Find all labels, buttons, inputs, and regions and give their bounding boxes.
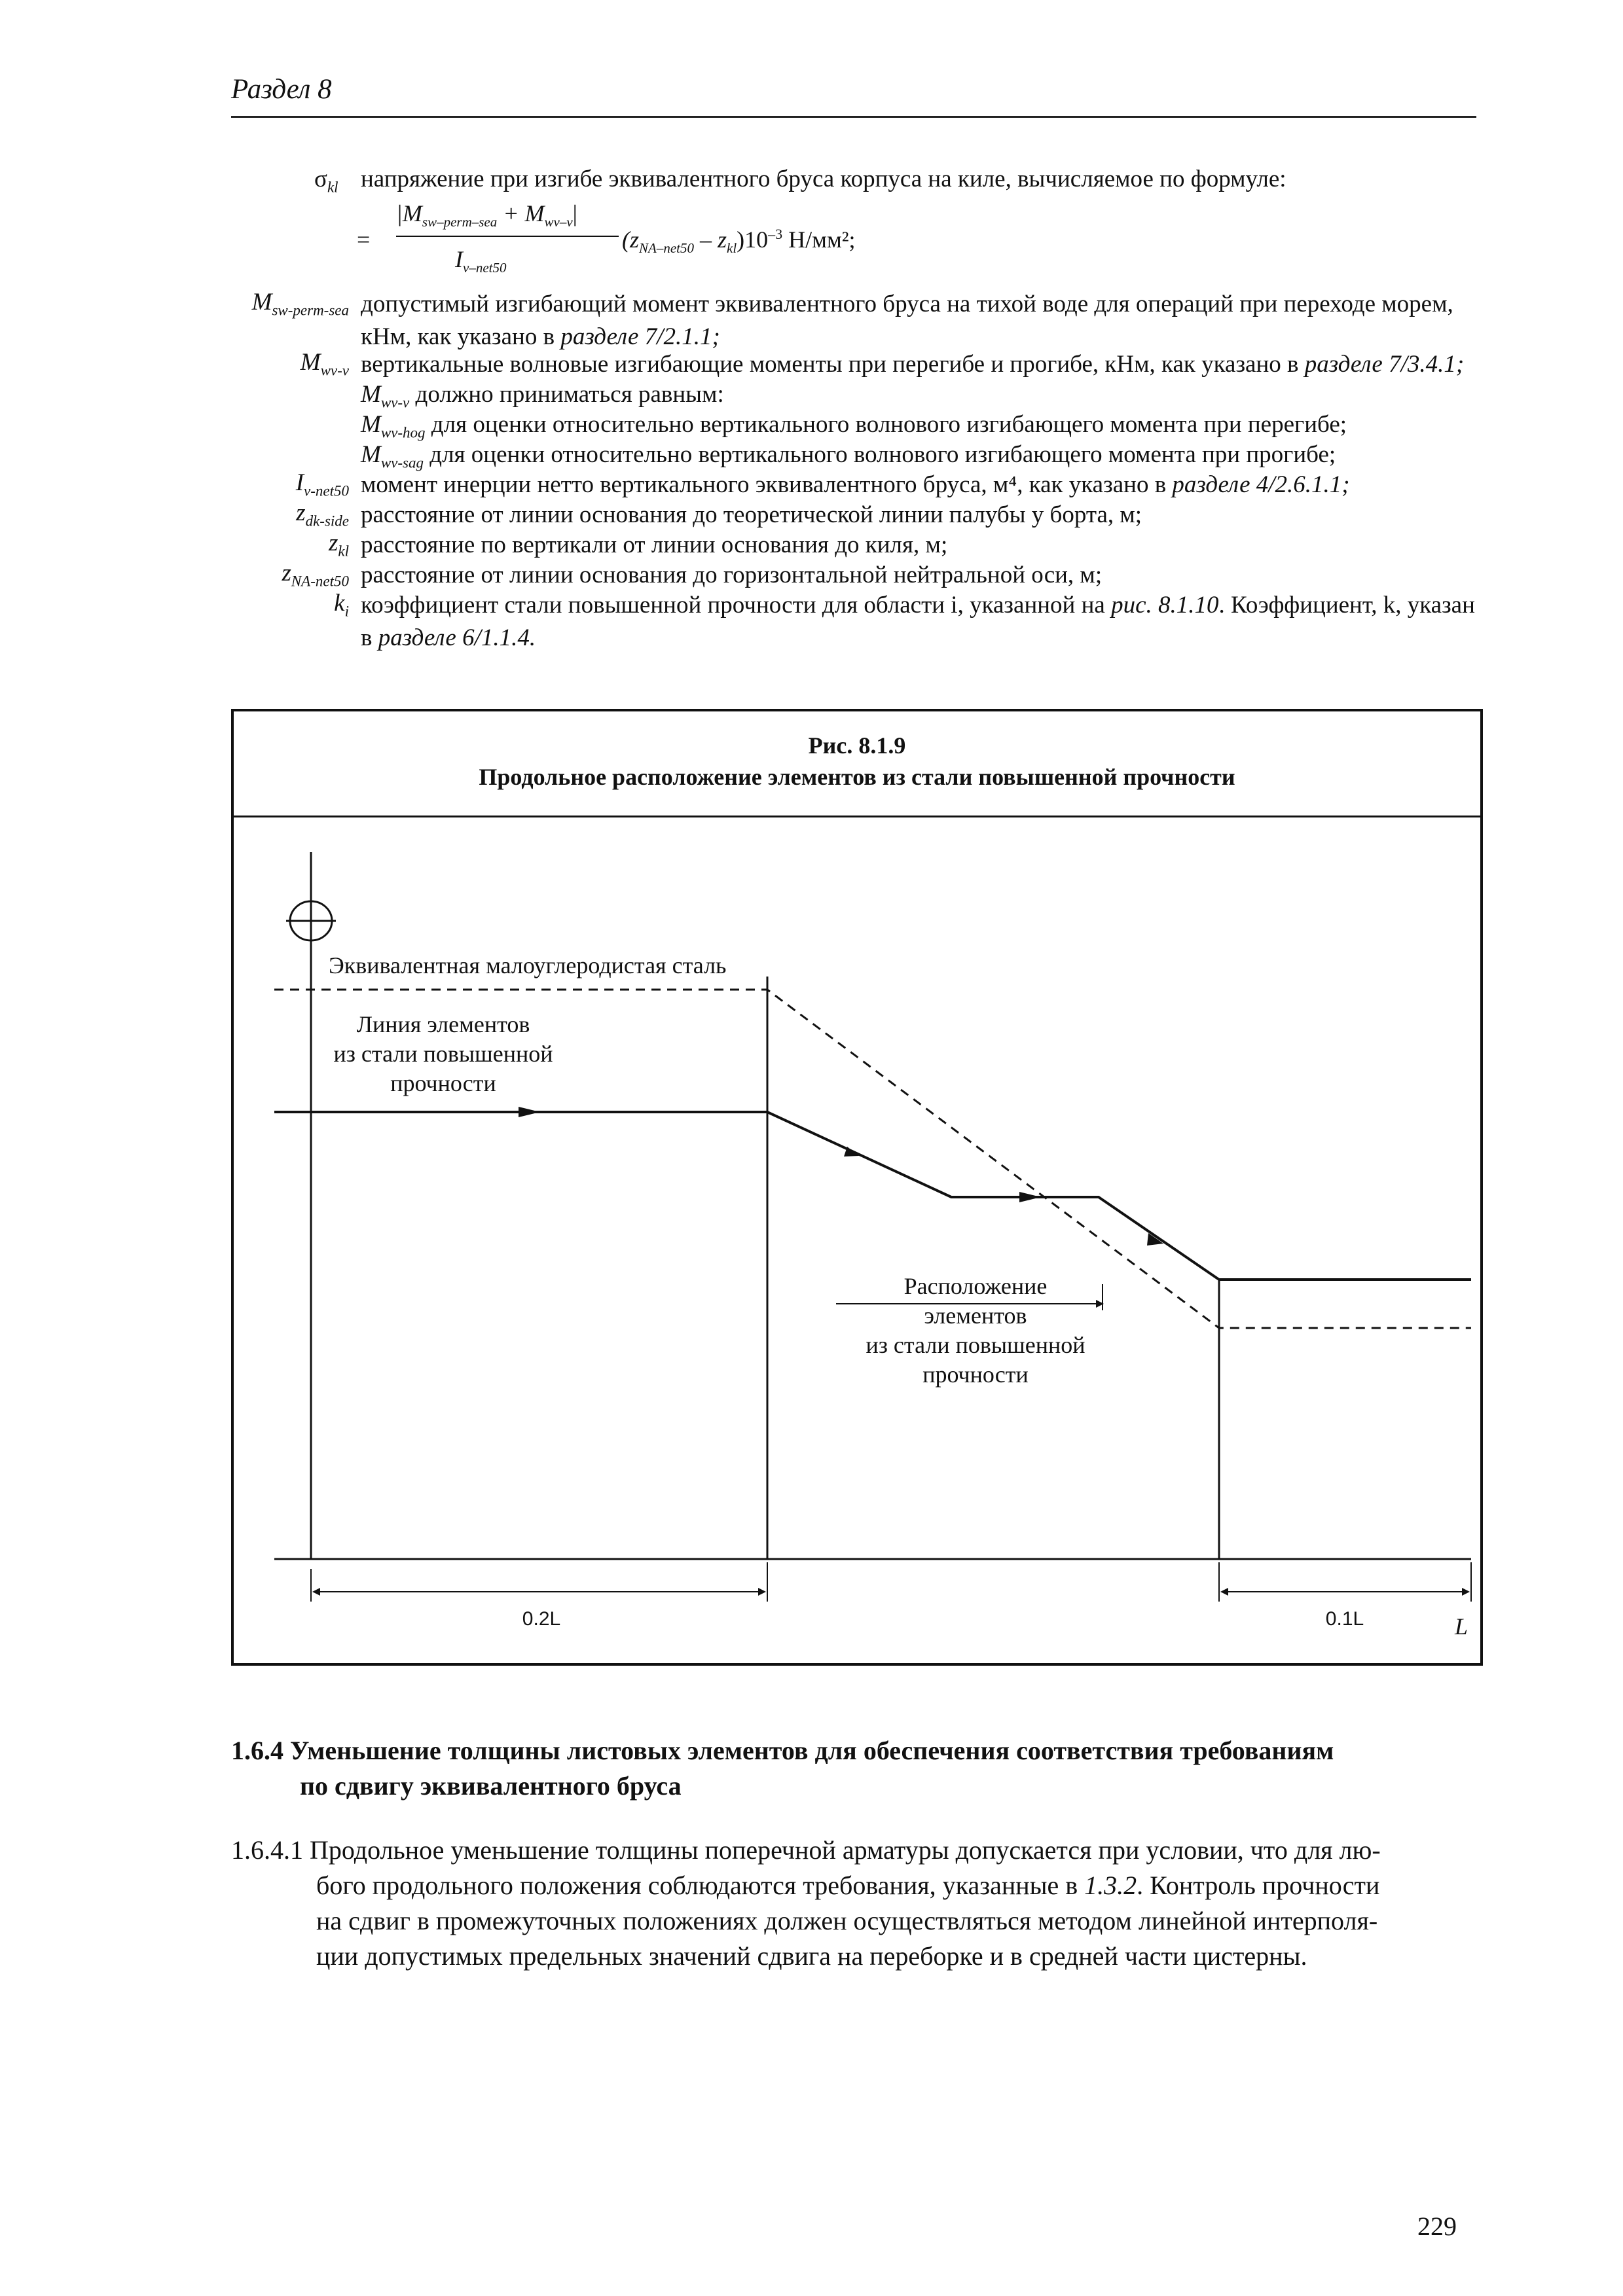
- arrow-icon: [519, 1107, 540, 1117]
- definition-symbol: $I_{v-net50}$: [295, 469, 349, 499]
- definition-text: расстояние от линии основания до горизонтальной нейтральной оси, м;: [361, 562, 1103, 588]
- figure-8-1-9: [231, 709, 1483, 1666]
- formula-factor: $(z_{NA-net50} - z_{kl})10^{-3}$ Н/мм²;: [622, 226, 856, 257]
- section-header: Раздел 8: [231, 74, 332, 105]
- sigma-symbol: $\sigma_{kl}$: [314, 166, 338, 196]
- hts-line-label: прочности: [390, 1070, 496, 1096]
- figure-number: Рис. 8.1.9: [808, 732, 906, 759]
- location-label: элементов: [924, 1302, 1027, 1329]
- hts-line-label: Линия элементов: [356, 1011, 530, 1037]
- definition-symbol: $M_{sw-perm-sea}$: [251, 289, 349, 319]
- section-title: 1.6.4 Уменьшение толщины листовых элементов для обеспечения соответствия требованиям по сдвигу эквивалентного бруса: [231, 1736, 1334, 1801]
- header-rule: [231, 116, 1476, 118]
- definition-text: вертикальные волновые изгибающие моменты при перегибе и прогибе, кНм, как указано в разделе 7/3.4.1;: [361, 351, 1465, 378]
- definition-symbol: $z_{dk-side}$: [296, 499, 349, 529]
- formula-denominator: $I_{v-net50}$: [455, 246, 507, 276]
- sigma-description: напряжение при изгибе эквивалентного бруса корпуса на киле, вычисляемое по формуле:: [361, 166, 1286, 192]
- location-label: Расположение: [903, 1273, 1048, 1299]
- definition-text: $M_{wv-sag}$ для оценки относительно вертикального волнового изгибающего момента при прогибе;: [361, 441, 1336, 471]
- paragraph-1-6-4-1: 1.6.4.1 Продольное уменьшение толщины поперечной арматуры допускается при условии, что для лю- бого продольного положения соблюдаются требования, указанные в 1.3.2. Контроль прочности на сдвиг в промежуточных положениях должен осуществляться методом линейной интерполя- ции допустимых предельных значений сдвига на переборке и в средней части цистерны.: [231, 1835, 1381, 1971]
- definition-text: расстояние от линии основания до теоретической линии палубы у борта, м;: [361, 501, 1142, 528]
- definition-symbol: $z_{NA-net50}$: [282, 560, 349, 590]
- dim-label-0-1L: 0.1L: [1325, 1608, 1364, 1630]
- definition-text: момент инерции нетто вертикального эквивалентного бруса, м⁴, как указано в разделе 4/2.6.1.1;: [361, 471, 1350, 498]
- definition-symbol: $M_{wv-v}$: [300, 349, 349, 379]
- definition-text: $M_{wv-hog}$ для оценки относительно вертикального волнового изгибающего момента при перегибе;: [361, 411, 1347, 441]
- midship-symbol-icon: [286, 901, 336, 941]
- figure-caption: Продольное расположение элементов из стали повышенной прочности: [479, 764, 1235, 790]
- hts-line-label: из стали повышенной: [333, 1041, 553, 1067]
- definition-text: расстояние по вертикали от линии основания до киля, м;: [361, 531, 948, 558]
- page-number: 229: [1417, 2212, 1457, 2241]
- fraction-bar: [396, 236, 619, 237]
- dim-label-0-2L: 0.2L: [522, 1608, 561, 1630]
- hts-line: [274, 1112, 1471, 1280]
- location-label: из стали повышенной: [866, 1332, 1085, 1358]
- arrow-icon: [1019, 1192, 1041, 1202]
- formula-numerator: $|M_{sw-perm-sea} + M_{wv-v}|$: [396, 200, 577, 230]
- hts-diagram: [234, 711, 1480, 1663]
- definition-text: $M_{wv-v}$ должно приниматься равным:: [361, 381, 724, 411]
- mild-steel-label: Эквивалентная малоуглеродистая сталь: [329, 952, 727, 978]
- definition-symbol: $z_{kl}$: [328, 529, 349, 560]
- definition-symbol: $k_i$: [334, 590, 349, 620]
- location-label: прочности: [922, 1361, 1029, 1388]
- definition-text: допустимый изгибающий момент эквивалентного бруса на тихой воде для операций при переходе морем, кНм, как указано в разделе 7/2.1.1;: [361, 291, 1453, 350]
- definition-text: коэффициент стали повышенной прочности для области i, указанной на рис. 8.1.10. Коэффициент, k, указан в разделе 6/1.1.4.: [361, 592, 1475, 651]
- end-label: L: [1455, 1613, 1468, 1640]
